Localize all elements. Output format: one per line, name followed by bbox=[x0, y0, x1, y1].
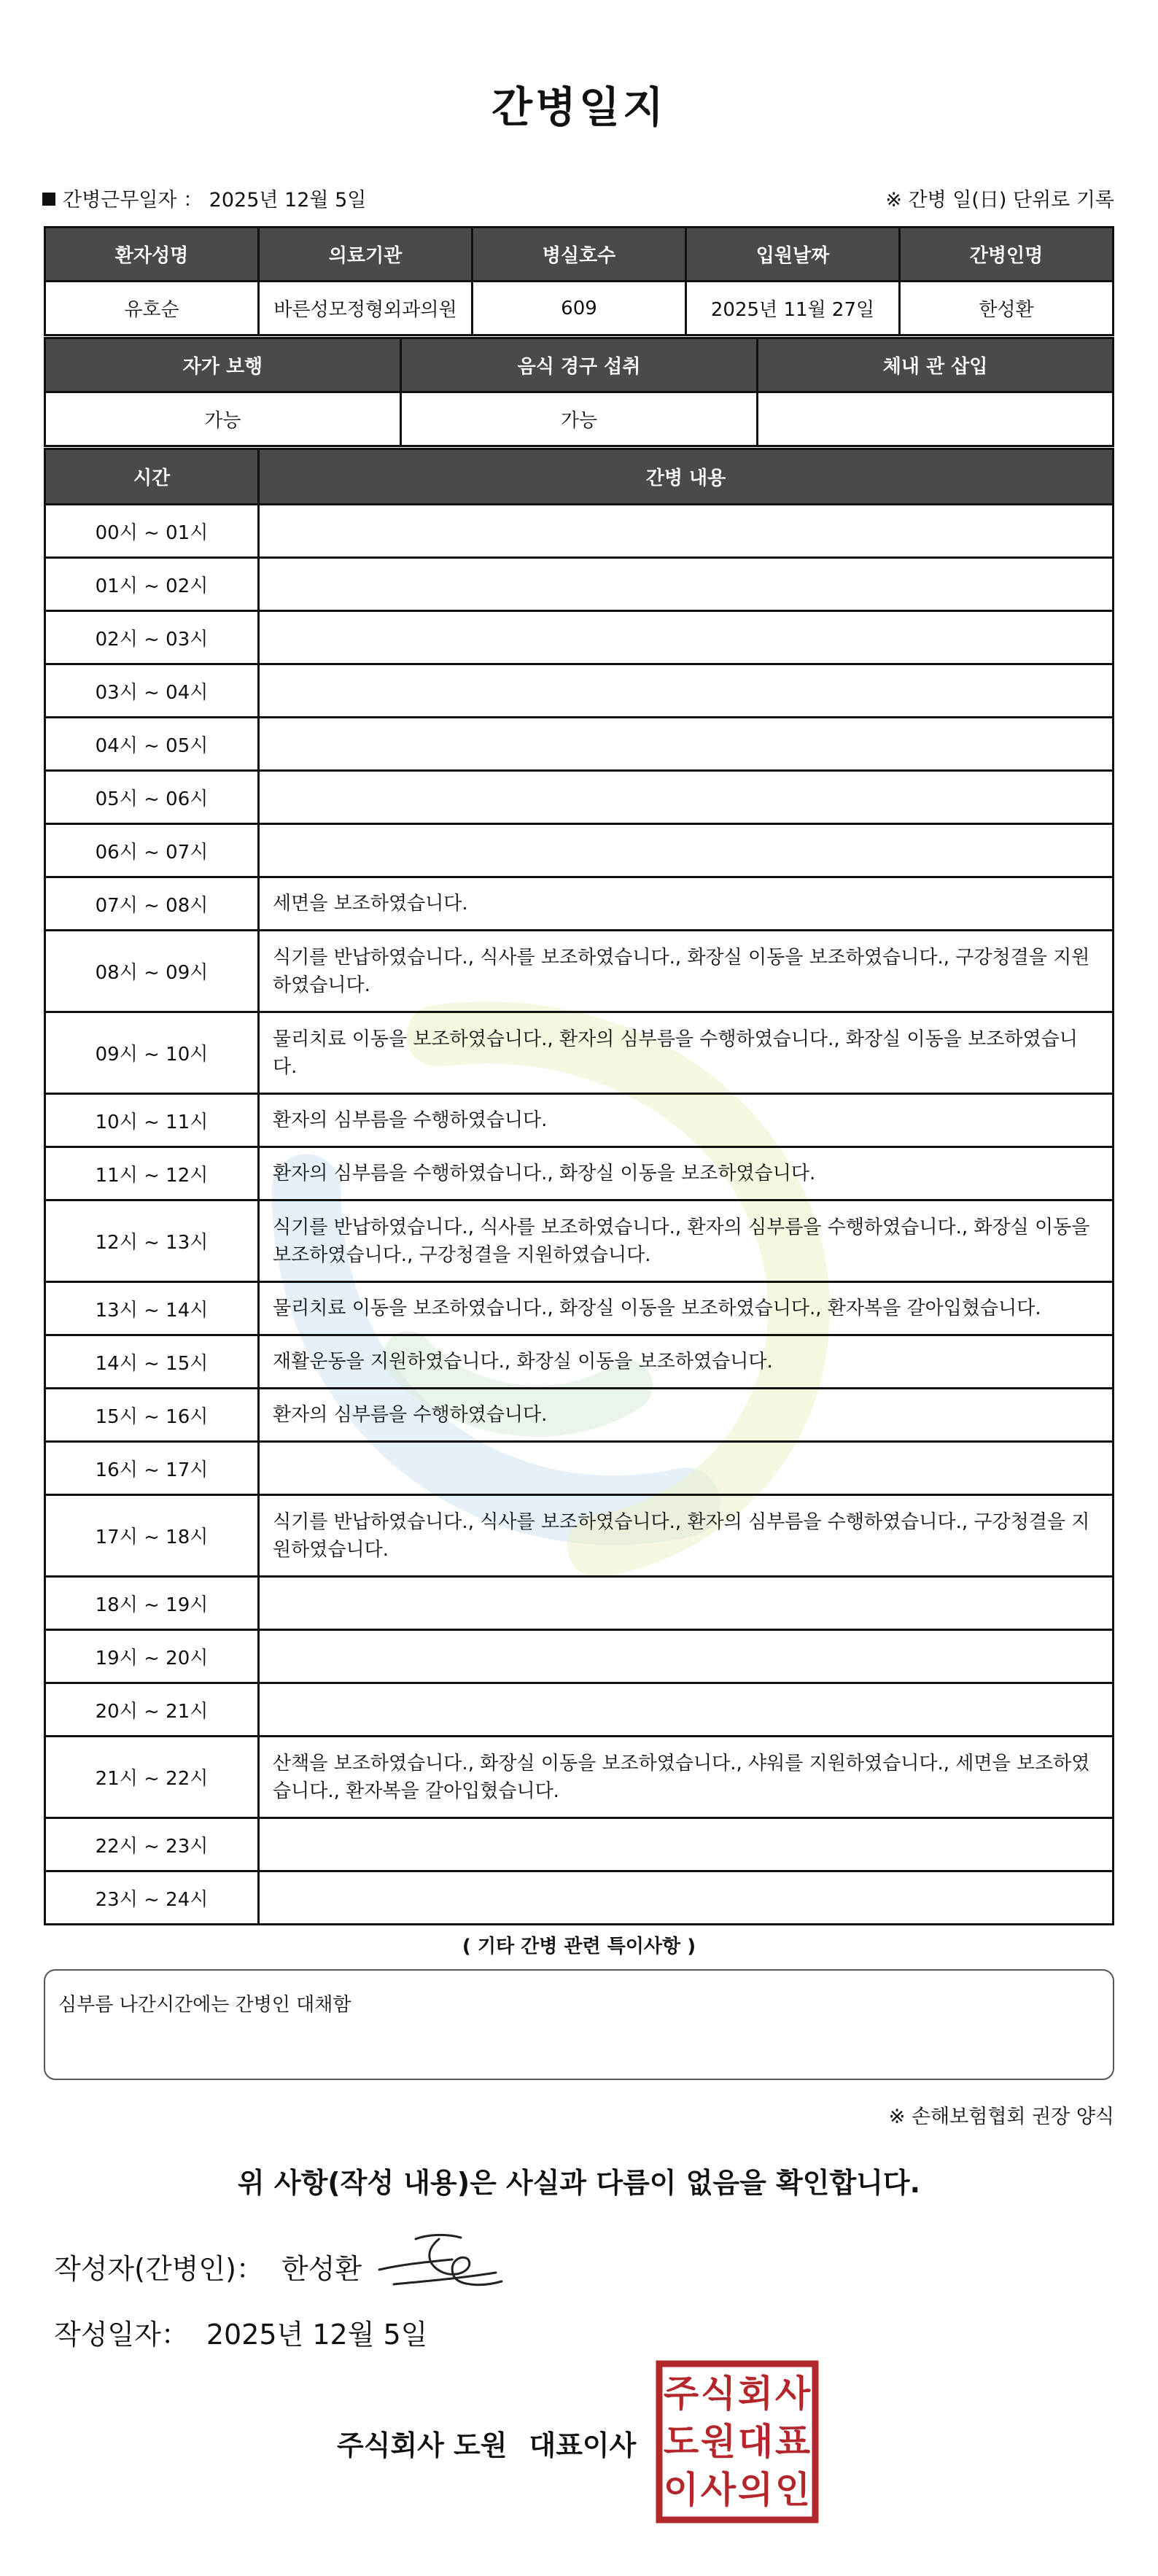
confirmation-statement: 위 사항(작성 내용)은 사실과 다름이 없음을 확인합니다. bbox=[237, 2167, 921, 2199]
log-row-content bbox=[259, 505, 1114, 558]
log-row-content bbox=[259, 1818, 1114, 1871]
log-row bbox=[45, 1012, 1114, 1094]
document-title: 간병일지 bbox=[491, 82, 667, 132]
admission-date: 2025년 11월 27일 bbox=[686, 282, 900, 335]
log-row bbox=[45, 1442, 1114, 1495]
company-title: 대표이사 bbox=[529, 2429, 637, 2461]
log-row bbox=[45, 771, 1114, 824]
log-row-time: 14시 ~ 15시 bbox=[45, 1335, 259, 1389]
log-row-time: 15시 ~ 16시 bbox=[45, 1389, 259, 1442]
written-date-row bbox=[54, 2312, 427, 2352]
log-row bbox=[45, 1818, 1114, 1871]
log-row-content bbox=[259, 1442, 1114, 1495]
log-row-content: 식기를 반납하였습니다., 식사를 보조하였습니다., 환자의 심부름을 수행하였습니다., 화장실 이동을 보조하였습니다., 구강청결을 지원하였습니다. bbox=[259, 1200, 1114, 1282]
log-row-content bbox=[259, 611, 1114, 664]
log-row-time: 13시 ~ 14시 bbox=[45, 1282, 259, 1335]
header-tube-insertion: 체내 관 삽입 bbox=[758, 338, 1114, 392]
log-row bbox=[45, 1094, 1114, 1147]
log-row bbox=[45, 1200, 1114, 1282]
work-date-label: 간병근무일자 ： bbox=[63, 189, 203, 212]
log-row-content bbox=[259, 771, 1114, 824]
log-row-content bbox=[259, 824, 1114, 877]
log-row-time: 04시 ~ 05시 bbox=[45, 718, 259, 771]
room-number: 609 bbox=[473, 282, 686, 335]
log-row-content: 식기를 반납하였습니다., 식사를 보조하였습니다., 환자의 심부름을 수행하였습니다., 구강청결을 지원하였습니다. bbox=[259, 1495, 1114, 1577]
header-care-content: 간병 내용 bbox=[259, 449, 1114, 505]
square-bullet-icon bbox=[42, 193, 55, 206]
form-source-note: ※ 손해보험협회 권장 양식 bbox=[888, 2106, 1114, 2128]
author-row bbox=[54, 2246, 362, 2286]
log-row-content: 물리치료 이동을 보조하였습니다., 화장실 이동을 보조하였습니다., 환자복을 갈아입혔습니다. bbox=[259, 1282, 1114, 1335]
log-row-time: 08시 ~ 09시 bbox=[45, 931, 259, 1012]
header-self-walking: 자가 보행 bbox=[45, 338, 401, 392]
remarks-text: 심부름 나간시간에는 간병인 대채함 bbox=[58, 1994, 351, 2016]
log-row-content bbox=[259, 1577, 1114, 1630]
log-row bbox=[45, 664, 1114, 718]
log-row-time: 17시 ~ 18시 bbox=[45, 1495, 259, 1577]
seal-character: 사 bbox=[774, 2373, 811, 2415]
patient-ability-table bbox=[44, 337, 1114, 447]
log-row bbox=[45, 1389, 1114, 1442]
log-row-time: 10시 ~ 11시 bbox=[45, 1094, 259, 1147]
seal-character: 사 bbox=[700, 2469, 737, 2511]
work-date-value: 2025년 12월 5일 bbox=[209, 189, 367, 212]
header-oral-intake: 음식 경구 섭취 bbox=[400, 338, 757, 392]
header-hospital: 의료기관 bbox=[259, 228, 473, 282]
author-name: 한성환 bbox=[281, 2253, 362, 2285]
log-row bbox=[45, 505, 1114, 558]
hourly-care-log-table bbox=[44, 448, 1114, 1925]
log-row bbox=[45, 1683, 1114, 1737]
log-row-content bbox=[259, 1630, 1114, 1683]
written-date-label: 작성일자： bbox=[54, 2319, 189, 2351]
log-row-content bbox=[259, 718, 1114, 771]
log-row bbox=[45, 1630, 1114, 1683]
log-row bbox=[45, 1335, 1114, 1389]
log-row-time: 02시 ~ 03시 bbox=[45, 611, 259, 664]
log-row-time: 16시 ~ 17시 bbox=[45, 1442, 259, 1495]
seal-character: 대 bbox=[737, 2421, 774, 2463]
log-row bbox=[45, 931, 1114, 1012]
oral-intake: 가능 bbox=[400, 392, 757, 446]
seal-character: 인 bbox=[774, 2469, 811, 2511]
log-row-time: 18시 ~ 19시 bbox=[45, 1577, 259, 1630]
log-row bbox=[45, 1737, 1114, 1818]
log-row bbox=[45, 611, 1114, 664]
tube-insertion bbox=[758, 392, 1114, 446]
log-row-time: 07시 ~ 08시 bbox=[45, 877, 259, 931]
log-row-time: 22시 ~ 23시 bbox=[45, 1818, 259, 1871]
seal-character: 표 bbox=[774, 2421, 811, 2463]
remarks-box bbox=[44, 1969, 1114, 2080]
company-seal-stamp bbox=[655, 2359, 820, 2524]
seal-character: 식 bbox=[700, 2373, 737, 2415]
header-patient-name: 환자성명 bbox=[45, 228, 259, 282]
log-row-time: 23시 ~ 24시 bbox=[45, 1871, 259, 1925]
header-time: 시간 bbox=[45, 449, 259, 505]
log-row-time: 01시 ~ 02시 bbox=[45, 558, 259, 611]
log-row bbox=[45, 1282, 1114, 1335]
self-walking: 가능 bbox=[45, 392, 401, 446]
hospital: 바른성모정형외과의원 bbox=[259, 282, 473, 335]
log-row bbox=[45, 1147, 1114, 1200]
log-row-content bbox=[259, 1683, 1114, 1737]
written-date-value: 2025년 12월 5일 bbox=[206, 2319, 428, 2351]
handwritten-signature bbox=[372, 2224, 510, 2305]
log-row-content bbox=[259, 558, 1114, 611]
log-row-content: 환자의 심부름을 수행하였습니다., 화장실 이동을 보조하였습니다. bbox=[259, 1147, 1114, 1200]
company-name: 주식회사 도원 bbox=[337, 2429, 508, 2461]
log-row-content: 산책을 보조하였습니다., 화장실 이동을 보조하였습니다., 샤워를 지원하였습니다., 세면을 보조하였습니다., 환자복을 갈아입혔습니다. bbox=[259, 1737, 1114, 1818]
log-row-time: 06시 ~ 07시 bbox=[45, 824, 259, 877]
author-label: 작성자(간병인)： bbox=[54, 2253, 264, 2285]
seal-character: 이 bbox=[663, 2469, 699, 2511]
log-row bbox=[45, 1577, 1114, 1630]
record-unit-note: ※ 간병 일(日) 단위로 기록 bbox=[885, 189, 1114, 212]
header-room-number: 병실호수 bbox=[473, 228, 686, 282]
log-row-content: 환자의 심부름을 수행하였습니다. bbox=[259, 1094, 1114, 1147]
log-row-content bbox=[259, 664, 1114, 718]
log-row bbox=[45, 1871, 1114, 1925]
seal-character: 의 bbox=[737, 2469, 774, 2511]
patient-info-table bbox=[44, 226, 1114, 336]
seal-character: 원 bbox=[700, 2421, 737, 2463]
log-row bbox=[45, 1495, 1114, 1577]
log-row bbox=[45, 558, 1114, 611]
log-row-time: 00시 ~ 01시 bbox=[45, 505, 259, 558]
header-caregiver-name: 간병인명 bbox=[900, 228, 1114, 282]
log-row bbox=[45, 718, 1114, 771]
log-row-content bbox=[259, 1871, 1114, 1925]
caregiver-name: 한성환 bbox=[900, 282, 1114, 335]
log-row-time: 20시 ~ 21시 bbox=[45, 1683, 259, 1737]
header-admission-date: 입원날짜 bbox=[686, 228, 900, 282]
seal-character: 도 bbox=[663, 2421, 699, 2463]
log-row-time: 09시 ~ 10시 bbox=[45, 1012, 259, 1094]
remarks-title: ( 기타 간병 관련 특이사항 ) bbox=[462, 1936, 696, 1958]
patient-name: 유호순 bbox=[45, 282, 259, 335]
log-row-time: 05시 ~ 06시 bbox=[45, 771, 259, 824]
log-row-time: 12시 ~ 13시 bbox=[45, 1200, 259, 1282]
log-row-time: 19시 ~ 20시 bbox=[45, 1630, 259, 1683]
log-row-content: 환자의 심부름을 수행하였습니다. bbox=[259, 1389, 1114, 1442]
log-row-time: 11시 ~ 12시 bbox=[45, 1147, 259, 1200]
log-row-content: 재활운동을 지원하였습니다., 화장실 이동을 보조하였습니다. bbox=[259, 1335, 1114, 1389]
log-row-content: 식기를 반납하였습니다., 식사를 보조하였습니다., 화장실 이동을 보조하였습니다., 구강청결을 지원하였습니다. bbox=[259, 931, 1114, 1012]
work-date bbox=[42, 184, 366, 212]
log-row-time: 03시 ~ 04시 bbox=[45, 664, 259, 718]
seal-character: 주 bbox=[663, 2373, 699, 2415]
seal-character: 회 bbox=[737, 2373, 774, 2415]
log-row-content: 물리치료 이동을 보조하였습니다., 환자의 심부름을 수행하였습니다., 화장실 이동을 보조하였습니다. bbox=[259, 1012, 1114, 1094]
company-signature-line bbox=[337, 2423, 636, 2463]
log-row-content: 세면을 보조하였습니다. bbox=[259, 877, 1114, 931]
log-row-time: 21시 ~ 22시 bbox=[45, 1737, 259, 1818]
log-row bbox=[45, 824, 1114, 877]
log-row bbox=[45, 877, 1114, 931]
